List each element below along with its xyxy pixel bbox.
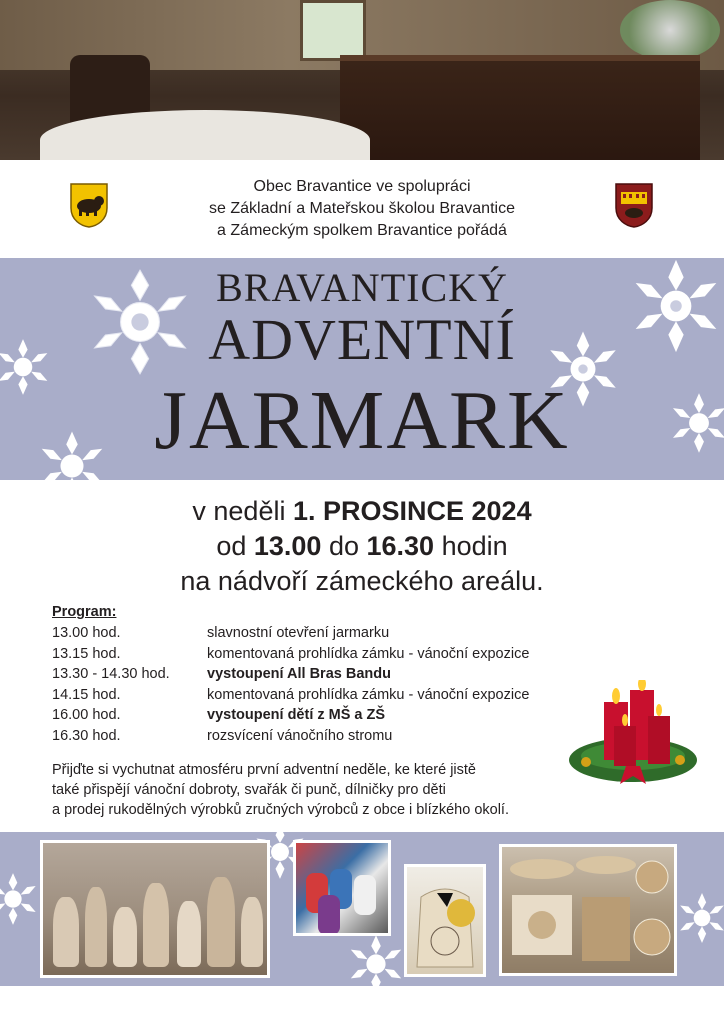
bear-crest-icon	[69, 182, 109, 228]
program-time: 14.15 hod.	[52, 686, 121, 703]
ceramic-nativity-photo	[40, 840, 270, 978]
invite-line: Přijďte si vychutnat atmosféru první adventní neděle, ke které jistě	[52, 762, 476, 778]
gift-bag-photo	[404, 864, 486, 977]
title-line-2: ADVENTNÍ	[208, 307, 516, 372]
event-time	[0, 529, 724, 564]
program-list	[52, 604, 612, 746]
time-to-word: do	[321, 531, 367, 561]
interior-photo	[0, 0, 724, 160]
socks-photo	[293, 840, 391, 936]
program-time: 13.15 hod.	[52, 645, 121, 662]
program-desc: vystoupení dětí z MŠ a ZŠ	[207, 707, 386, 724]
title-line-3: JARMARK	[154, 374, 570, 467]
organizer-line: Obec Bravantice ve spolupráci	[253, 178, 471, 195]
program-time: 16.00 hod.	[52, 707, 121, 724]
program-desc: komentovaná prohlídka zámku - vánoční expozice	[207, 686, 530, 703]
program-row	[52, 644, 612, 665]
program-row	[52, 726, 612, 747]
program-desc: komentovaná prohlídka zámku - vánoční expozice	[207, 645, 530, 662]
gingerbread-photo	[499, 844, 677, 976]
date-prefix: v neděli	[192, 496, 293, 526]
title-line-1: BRAVANTICKÝ	[216, 265, 508, 310]
program-desc: rozsvícení vánočního stromu	[207, 727, 393, 744]
program-time: 13.00 hod.	[52, 625, 121, 642]
date-day: 1. PROSINCE 2024	[292, 496, 532, 526]
snowflake-icon	[0, 872, 40, 926]
organizer-line: se Základní a Mateřskou školou Bravantice	[209, 200, 515, 217]
program-row	[52, 685, 612, 706]
program-row	[52, 623, 612, 644]
castle-crest-icon	[614, 182, 654, 228]
snowflake-icon	[346, 934, 406, 994]
event-place: na nádvoří zámeckého areálu.	[180, 566, 544, 596]
event-date	[0, 494, 724, 529]
program-row	[52, 705, 612, 726]
invite-line: a prodej rukodělných výrobků zručných výrobců z obce i blízkého okolí.	[52, 802, 509, 818]
organizer-line: a Zámeckým spolkem Bravantice pořádá	[217, 222, 507, 239]
program-heading: Program:	[52, 604, 117, 620]
program-desc: slavnostní otevření jarmarku	[207, 625, 390, 642]
organizer-text	[140, 176, 584, 242]
program-time: 13.30 - 14.30 hod.	[52, 666, 170, 683]
invite-line: také přispějí vánoční dobroty, svařák či punč, dílničky pro děti	[52, 782, 446, 798]
program-time: 16.30 hod.	[52, 727, 121, 744]
program-row	[52, 664, 612, 685]
time-from-word: od	[216, 531, 254, 561]
time-to: 16.30	[366, 531, 435, 561]
time-from: 13.00	[253, 531, 322, 561]
invite-text	[52, 760, 652, 820]
program-desc: vystoupení All Bras Bandu	[207, 666, 391, 683]
snowflake-icon	[676, 892, 724, 944]
hours-word: hodin	[434, 531, 508, 561]
